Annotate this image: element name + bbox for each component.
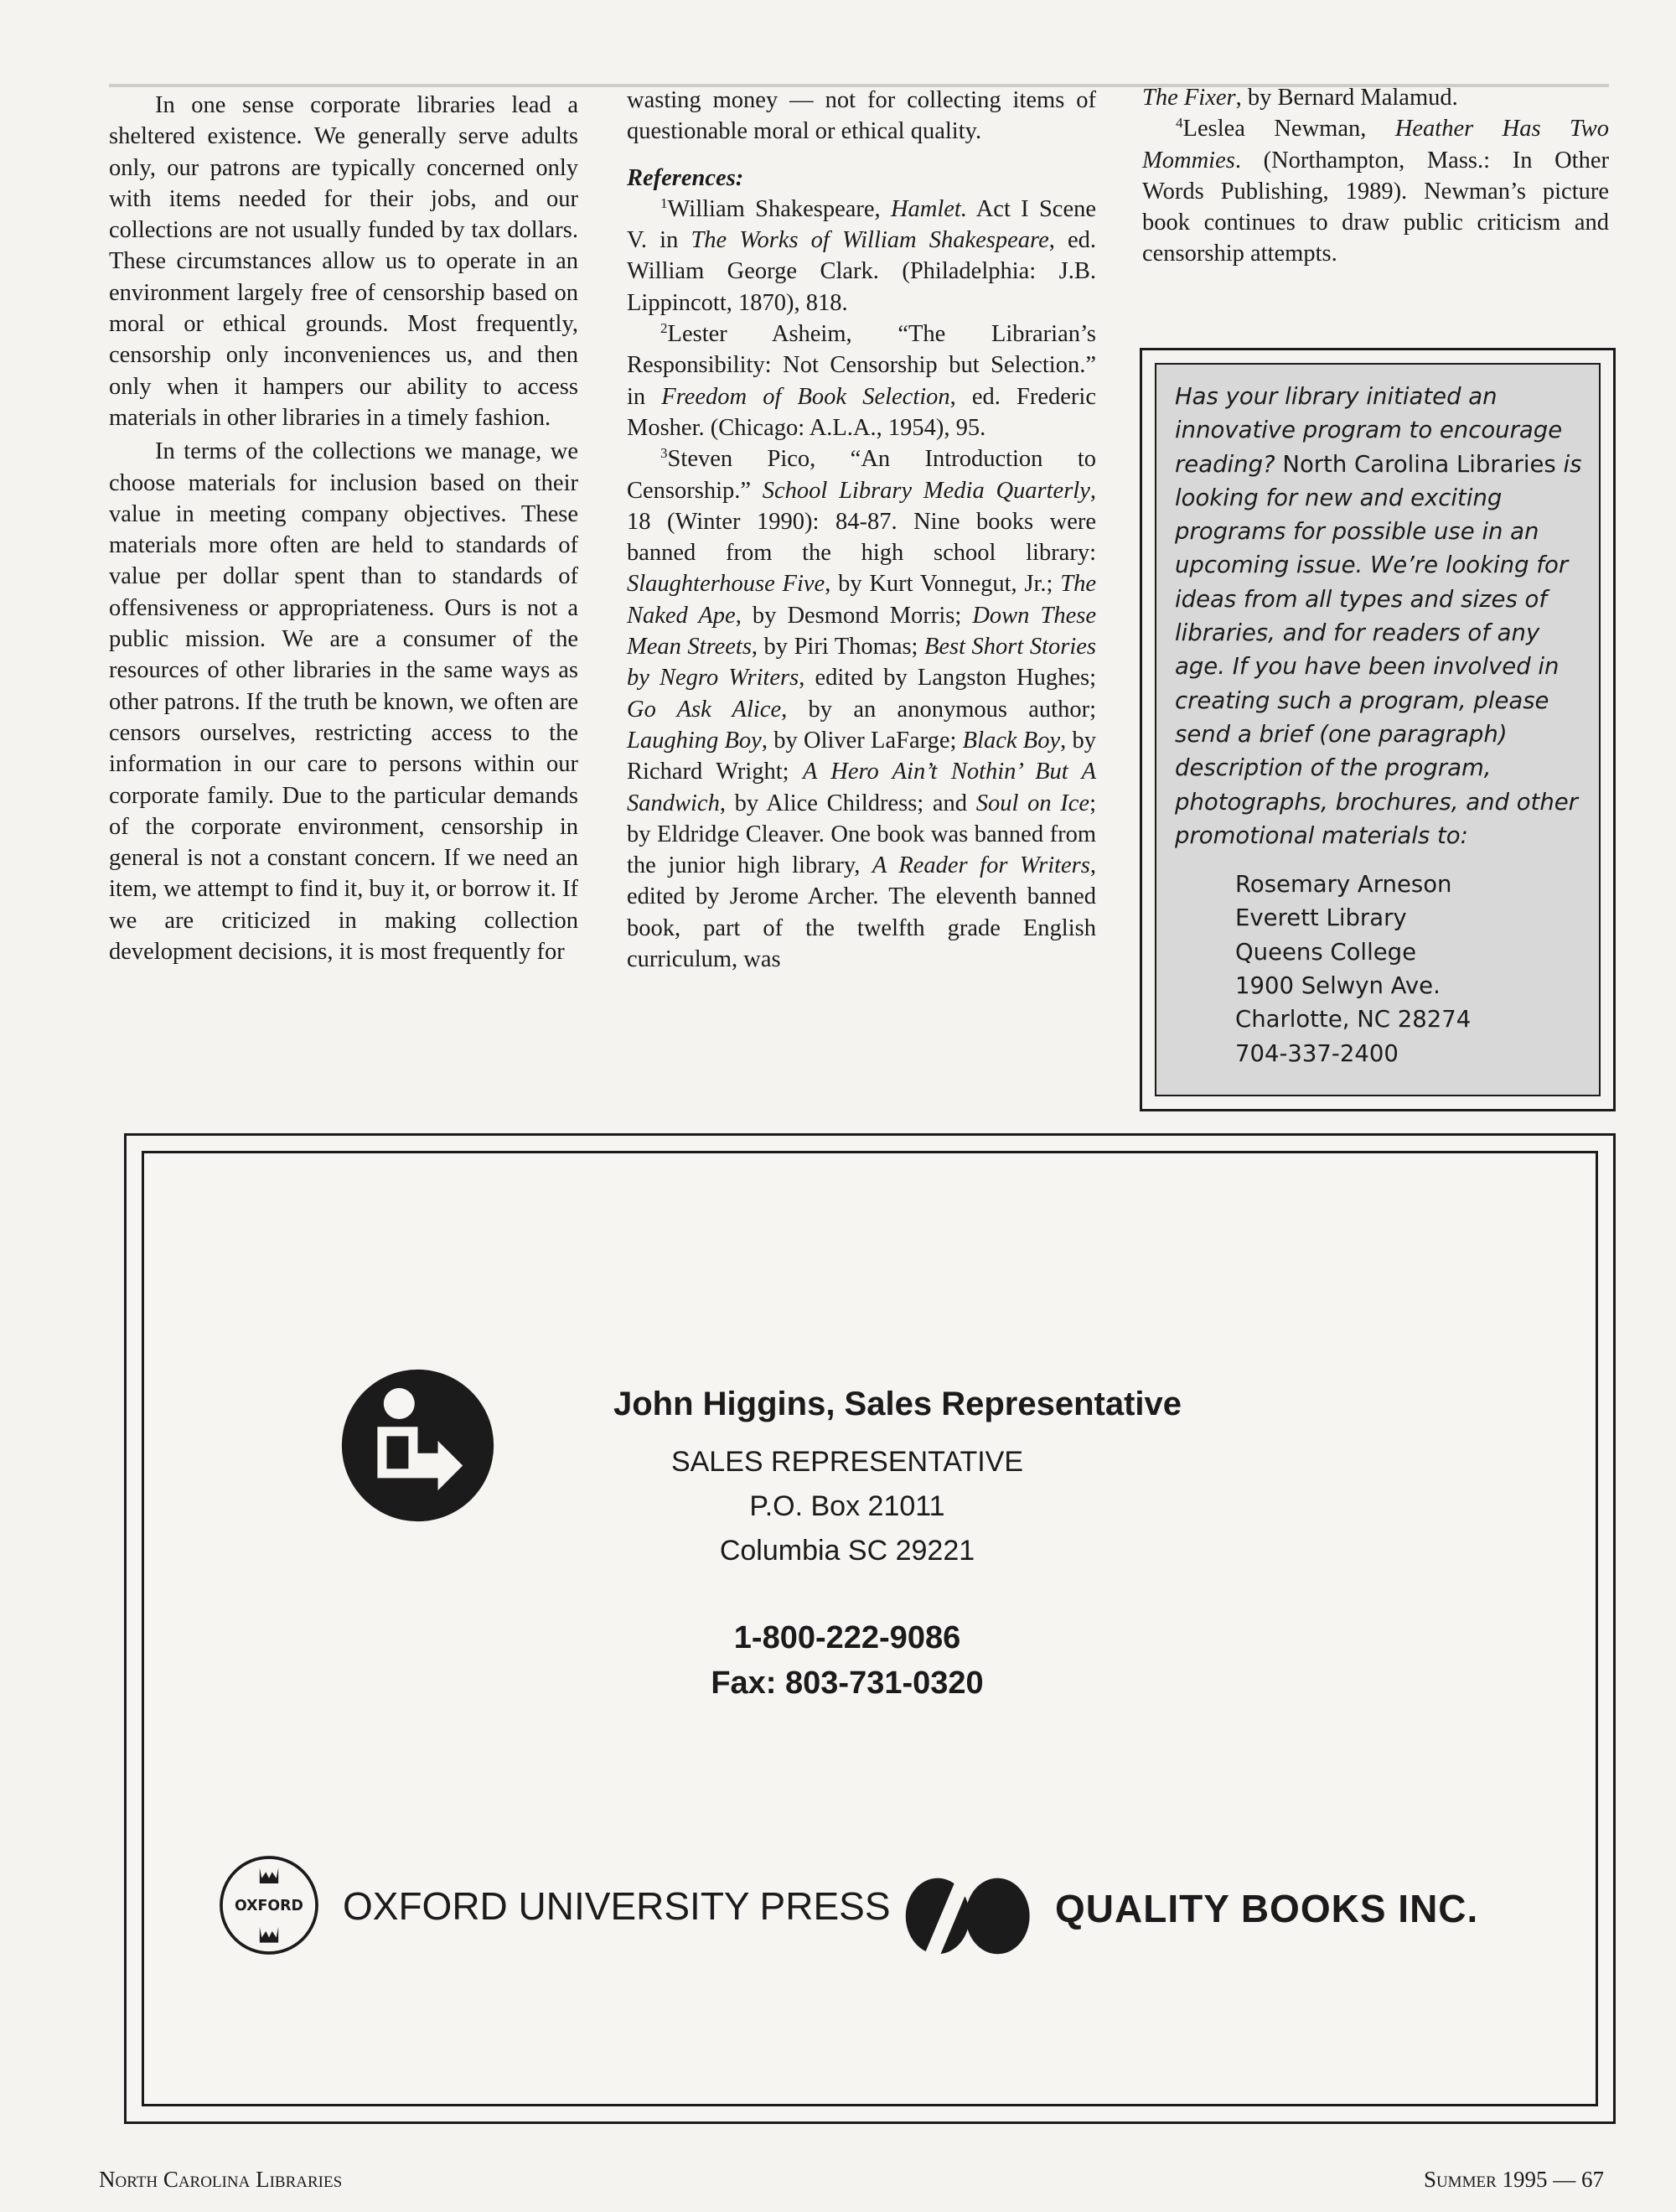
footer-issue-page: Summer 1995 — 67 [1423, 2167, 1604, 2192]
ad-role: SALES REPRESENTATIVE [670, 1446, 1024, 1478]
footnote-number: 2 [660, 319, 668, 336]
address-line: Queens College [1235, 938, 1417, 966]
paragraph: In terms of the collections we manage, we choose materials for inclusion based on their value in meeting company objectives. These materials more often are held to standards of value per dollar spent than to standards of offensiveness or appropriateness. Ours is not a public mission. We are a consumer of the resources of other libraries in the same ways as other patrons. If the truth be known, we often are censors ourselves, restricting access to the information in our care to persons within our corporate family. Due to the particular demands of the corporate environment, censorship in general is not a constant concern. If we need an item, we attempt to find it, buy it, or borrow it. If we are criticized in making collection development decisions, it is most frequently for [109, 438, 578, 966]
paragraph-continuation: wasting money — not for collecting items of questionable moral or ethical quality. [627, 87, 1096, 145]
footer-journal: North Carolina Libraries [99, 2167, 343, 2192]
footnote-number: 3 [660, 445, 668, 462]
ad-name: John Higgins, Sales Representative [613, 1386, 1182, 1422]
reference-item [627, 194, 1096, 319]
address-line: 1900 Selwyn Ave. [1235, 972, 1441, 1000]
reference-4 [1142, 113, 1609, 269]
reference-text: Steven Pico, “An Introduction to Censorship.” School Library Media Quarterly, 18 (Winter 1990): 84-87. Nine books were banned from the high school library: Slaughterhouse Five, by Kurt Vonnegut, Jr.; The Naked Ape, by Desmond Morris; Down These Mean Streets, by Piri Thomas; Best Short Stories by Negro Writers, edited by Langston Hughes; Go Ask Alice, by an anonymous author; Laughing Boy, by Oliver LaFarge; Black Boy, by Richard Wright; A Hero Ain’t Nothin’ But A Sandwich, by Alice Childress; and Soul on Ice; by Eldridge Cleaver. One book was banned from the junior high library, A Reader for Writers, edited by Jerome Archer. The eleventh banned book, part of the twelfth grade English curriculum, was [627, 446, 1097, 973]
oxford-seal-text: OXFORD [235, 1898, 303, 1915]
footnote-number: 1 [660, 194, 668, 211]
callout-box [1140, 348, 1616, 1111]
advertisement [124, 1133, 1616, 2124]
callout-address [1235, 868, 1582, 1070]
info-i-logo-icon [340, 1368, 495, 1523]
ad-phone: 1-800-222-9086 [733, 1620, 961, 1655]
footnote-number: 4 [1176, 115, 1183, 132]
quality-books: QUALITY BOOKS INC. [1055, 1887, 1479, 1930]
ad-fax: Fax: 803-731-0320 [711, 1665, 984, 1701]
reference-item [627, 443, 1096, 975]
paragraph-continuation: The Fixer, by Bernard Malamud. [1142, 85, 1458, 111]
column-2 [627, 85, 1096, 975]
quality-books-logo-icon [902, 1861, 1032, 1961]
references-list [627, 194, 1096, 975]
ad-city: Columbia SC 29221 [719, 1535, 975, 1567]
oxford-university-press: OXFORD UNIVERSITY PRESS [343, 1884, 891, 1928]
oxford-seal-icon [217, 1853, 321, 1957]
callout-inner [1155, 363, 1601, 1096]
address-line: 704-337-2400 [1235, 1039, 1399, 1067]
callout-text: Has your library initiated an innovative program to encourage reading? North Carolina Libraries is looking for new and exciting programs for possible use in an upcoming issue. We’re looking for ideas from all types and sizes of libraries, and for readers of any age. If you have been involved in creating such a program, please send a brief (one paragraph) description of the program, photographs, brochures, and other promotional materials to: [1175, 383, 1582, 849]
column-1 [109, 90, 578, 967]
reference-text: Leslea Newman, Heather Has Two Mommies. (Northampton, Mass.: In Other Words Publishing, 1989). Newman’s picture book continues to draw public criticism and censorship attempts. [1142, 116, 1610, 267]
address-line: Charlotte, NC 28274 [1235, 1006, 1472, 1033]
reference-item [627, 319, 1096, 443]
ad-po-box: P.O. Box 21011 [749, 1490, 945, 1522]
reference-text: Lester Asheim, “The Librarian’s Responsibility: Not Censorship but Selection.” in Freedom of Book Selection, ed. Frederic Mosher. (Chicago: A.L.A., 1954), 95. [627, 321, 1096, 441]
paragraph: In one sense corporate libraries lead a sheltered existence. We generally serve adults only, our patrons are typically concerned only with items needed for their jobs, and our collections are not usually funded by tax dollars. These circumstances allow us to operate in an environment largely free of censorship based on moral or ethical grounds. Most frequently, censorship only inconveniences us, and then only when it hampers our ability to access materials in other libraries in a timely fashion. [109, 92, 578, 431]
column-3 [1142, 82, 1609, 270]
address-line: Rosemary Arneson [1235, 871, 1452, 899]
address-line: Everett Library [1235, 904, 1407, 932]
references-heading: References: [627, 164, 744, 191]
reference-text: William Shakespeare, Hamlet. Act I Scene V. in The Works of William Shakespeare, ed. William George Clark. (Philadelphia: J.B. Lippincott, 1870), 818. [627, 195, 1096, 316]
